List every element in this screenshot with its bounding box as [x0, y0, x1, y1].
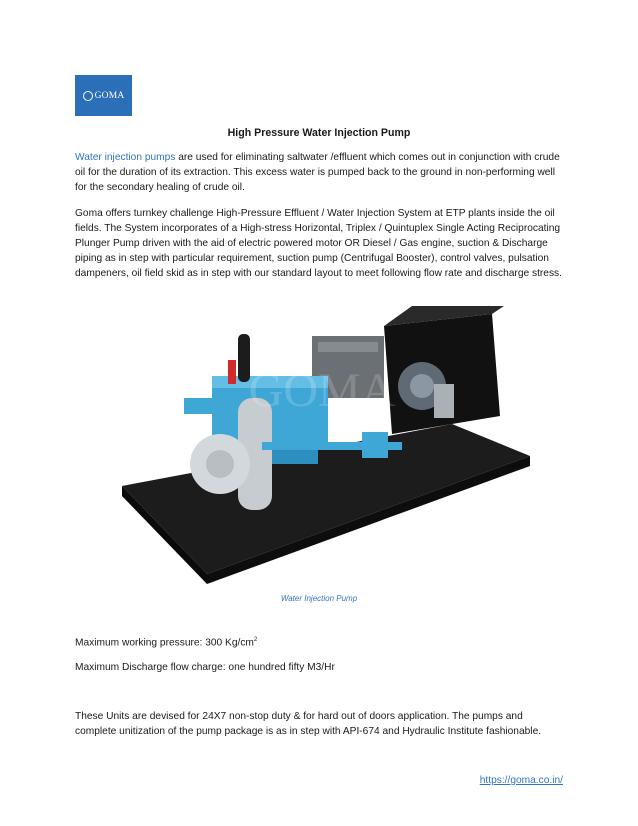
- suction-pipe: [184, 398, 214, 414]
- duty-paragraph: These Units are devised for 24X7 non-stop duty & for hard out of doors application. The pumps and complete unitization of the pump package is as in step with API-674 and Hydraulic Institute fashionable.: [75, 711, 542, 737]
- suction-filter-cover: [206, 450, 234, 478]
- pressure-unit-superscript: 2: [253, 637, 258, 643]
- website-link[interactable]: https://goma.co.in/: [479, 775, 563, 786]
- intro-paragraph: [75, 150, 565, 195]
- image-watermark: GOMA: [248, 364, 396, 417]
- gearbox-top: [318, 342, 378, 352]
- logo-mark-icon: [83, 91, 93, 101]
- goma-logo: [75, 75, 132, 116]
- page-title: High Pressure Water Injection Pump: [227, 127, 411, 139]
- intro-text: are used for eliminating saltwater /effluent which comes out in conjunction with crude oil for the duration of its extraction. This excess water is pumped back to the ground in non-performing well for the secondary healing of crude oil.: [75, 152, 560, 193]
- booster-pump: [362, 432, 388, 458]
- system-paragraph: Goma offers turnkey challenge High-Pressure Effluent / Water Injection System at ETP plants inside the oil fields. The System incorporates of a High-stress Horizontal, Triplex / Quintuplex Single Acting Reciprocating Plunger Pump driven with the aid of electric powered motor OR Diesel / Gas engine, suction & Discharge piping as in step with particular requirement, suction pump (Centrifugal Booster), control valves, pulsation dampeners, oil field skid as in step with our standard layout to meet following flow rate and discharge stress.: [75, 208, 562, 279]
- figure-caption: Water Injection Pump: [280, 594, 358, 603]
- pressure-spec: [75, 637, 257, 648]
- logo-text: GOMA: [94, 90, 125, 101]
- flow-spec: Maximum Discharge flow charge: one hundred fifty M3/Hr: [75, 662, 335, 673]
- relief-valve: [228, 360, 236, 384]
- water-injection-pump-image: [112, 306, 532, 584]
- motor-hub: [410, 374, 434, 398]
- control-panel: [434, 384, 454, 418]
- pressure-spec-text: Maximum working pressure: 300 Kg/cm: [75, 637, 254, 649]
- water-injection-pumps-link[interactable]: Water injection pumps: [75, 152, 176, 163]
